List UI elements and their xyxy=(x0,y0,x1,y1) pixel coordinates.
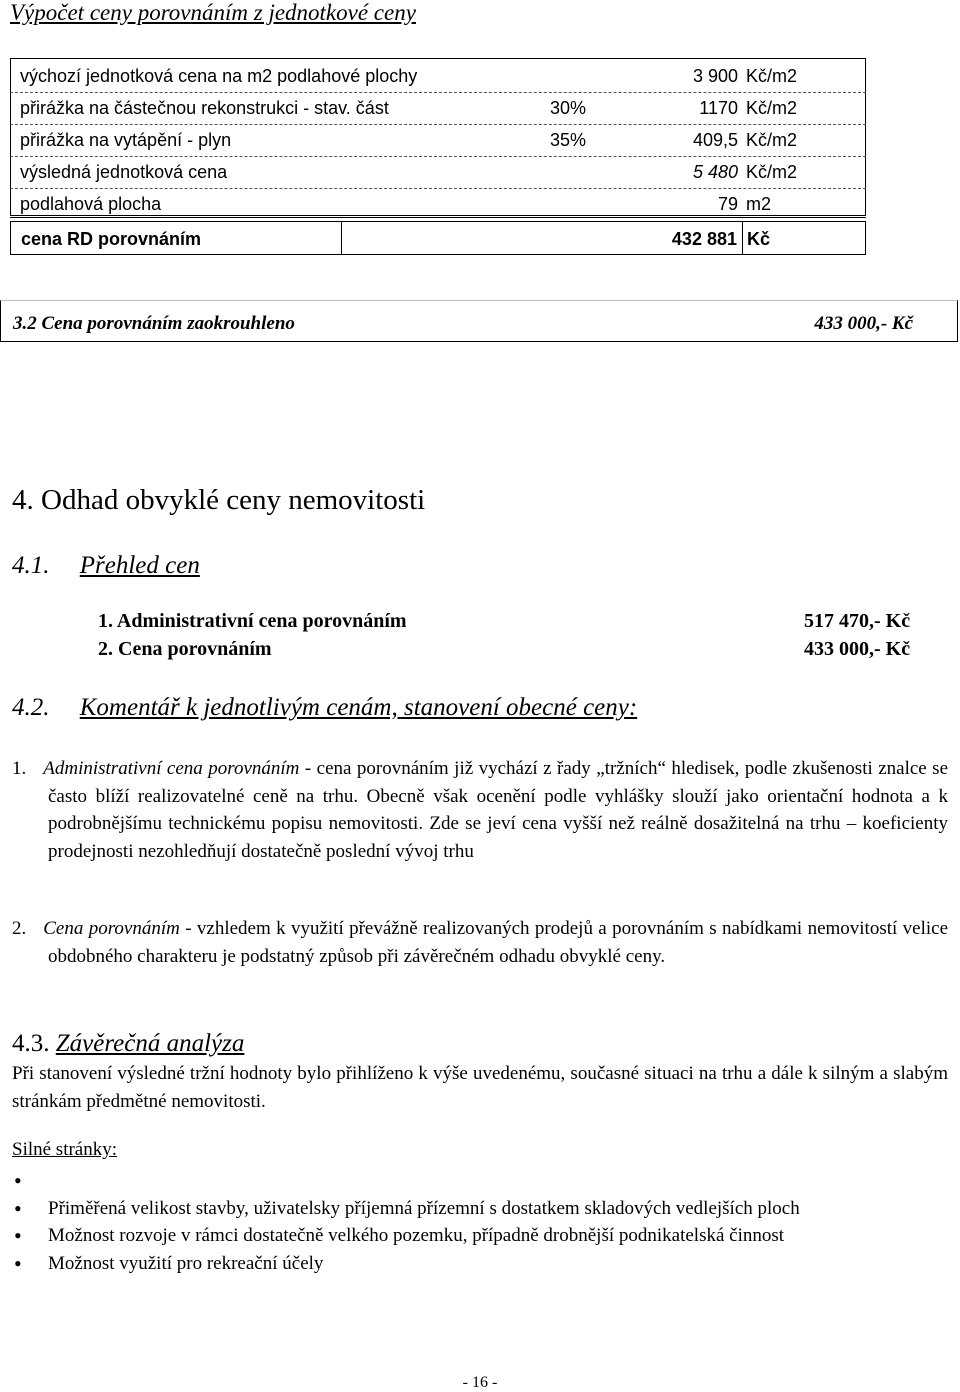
subsection-number: 4.2. xyxy=(12,694,50,721)
subsection-heading xyxy=(12,694,637,722)
comment-paragraph xyxy=(12,755,948,865)
price-overview-label: 1. Administrativní cena porovnáním xyxy=(98,610,407,632)
comment-term: Administrativní cena porovnáním xyxy=(43,758,300,779)
calc-row xyxy=(10,158,866,189)
divider xyxy=(10,217,866,218)
subsection-heading xyxy=(12,552,200,580)
list-item: • Přiměřená velikost stavby, uživatelsky příjemná přízemní s dostatkem skladových vedlejších ploch xyxy=(12,1195,948,1223)
calc-row xyxy=(10,62,866,93)
calc-row-value: 1170 xyxy=(699,98,738,118)
comment-number: 1. xyxy=(12,758,27,779)
calc-row-value: 409,5 xyxy=(692,130,738,150)
calc-row xyxy=(10,126,866,157)
calc-row-unit: Kč/m2 xyxy=(746,162,798,182)
comment-paragraph xyxy=(12,915,948,970)
calc-row-unit: m2 xyxy=(746,194,772,214)
subsection-title: Komentář k jednotlivým cenám, stanovení obecné ceny: xyxy=(79,694,638,721)
price-overview-label: 2. Cena porovnáním xyxy=(98,638,272,660)
subsection-heading xyxy=(12,1030,244,1058)
comment-number: 2. xyxy=(12,918,27,939)
calc-row-label: přirážka na vytápění - plyn xyxy=(20,130,232,150)
list-item xyxy=(12,1167,948,1195)
calc-row-value: 3 900 xyxy=(692,66,738,86)
calc-row-label: výchozí jednotková cena na m2 podlahové plochy xyxy=(20,66,418,86)
list-item: • Možnost využití pro rekreační účely xyxy=(12,1250,948,1278)
calc-row-label: přirážka na částečnou rekonstrukci - stav. část xyxy=(20,98,389,118)
comment-term: Cena porovnáním xyxy=(43,918,180,939)
calc-row xyxy=(10,94,866,125)
calc-result-unit: Kč xyxy=(747,229,771,249)
calc-result-value: 432 881 xyxy=(671,229,737,249)
list-item: • Možnost rozvoje v rámci dostatečně velkého pozemku, případně drobnější podnikatelská činnost xyxy=(12,1222,948,1250)
calc-row-percent: 30% xyxy=(549,98,586,118)
rounded-price-value: 433 000,- Kč xyxy=(814,313,913,334)
strengths-heading: Silné stránky: xyxy=(12,1139,118,1160)
calc-row xyxy=(10,190,866,220)
subsection-title: Přehled cen xyxy=(79,552,200,579)
rounded-price-label: 3.2 Cena porovnáním zaokrouhleno xyxy=(13,313,295,334)
calc-row-percent: 35% xyxy=(549,130,586,150)
calc-result-label: cena RD porovnáním xyxy=(21,229,202,249)
subsection-number: 4.3. xyxy=(12,1030,50,1057)
comment-text: - vzhledem k využití převážně realizovaných prodejů a porovnáním s nabídkami nemovitostí velice obdobného charakteru je podstatný způsob při závěrečném odhadu obvyklé ceny. xyxy=(48,918,949,967)
calc-row-unit: Kč/m2 xyxy=(746,130,798,150)
page-number: - 16 - xyxy=(462,1374,498,1391)
subsection-number: 4.1. xyxy=(12,552,50,579)
strengths-list xyxy=(12,1167,948,1277)
calc-row-value: 79 xyxy=(717,194,738,214)
calc-row-value: 5 480 xyxy=(692,162,738,182)
calc-row-unit: Kč/m2 xyxy=(746,66,798,86)
calc-row-label: výsledná jednotková cena xyxy=(20,162,228,182)
comment-text: - cena porovnáním již vychází z řady „tržních“ hledisek, podle zkušenosti znalce se často blíží realizovatelné ceně na trhu. Obecně však ocenění podle vyhlášky slouží jako orientační hodnota a k podrobnějšímu technickému popisu nemovitosti. Zde se jeví cena vyšší než reálně dosažitelná na trhu – koeficienty prodejnosti nezohledňují dostatečně poslední vývoj trhu xyxy=(48,758,949,862)
section-heading: 4. Odhad obvyklé ceny nemovitosti xyxy=(12,484,426,516)
subsection-title: Závěrečná analýza xyxy=(55,1030,245,1057)
rounded-price-box xyxy=(0,300,958,342)
calc-result xyxy=(10,221,866,255)
price-overview-value: 433 000,- Kč xyxy=(804,638,911,660)
page-title: Výpočet ceny porovnáním z jednotkové ceny xyxy=(10,0,416,25)
analysis-paragraph: Při stanovení výsledné tržní hodnoty bylo přihlíženo k výše uvedenému, současné situaci na trhu a dále k silným a slabým stránkám předmětné nemovitosti. xyxy=(12,1063,948,1112)
calc-row-label: podlahová plocha xyxy=(20,194,162,214)
calc-row-unit: Kč/m2 xyxy=(746,98,798,118)
price-overview-value: 517 470,- Kč xyxy=(804,610,911,632)
